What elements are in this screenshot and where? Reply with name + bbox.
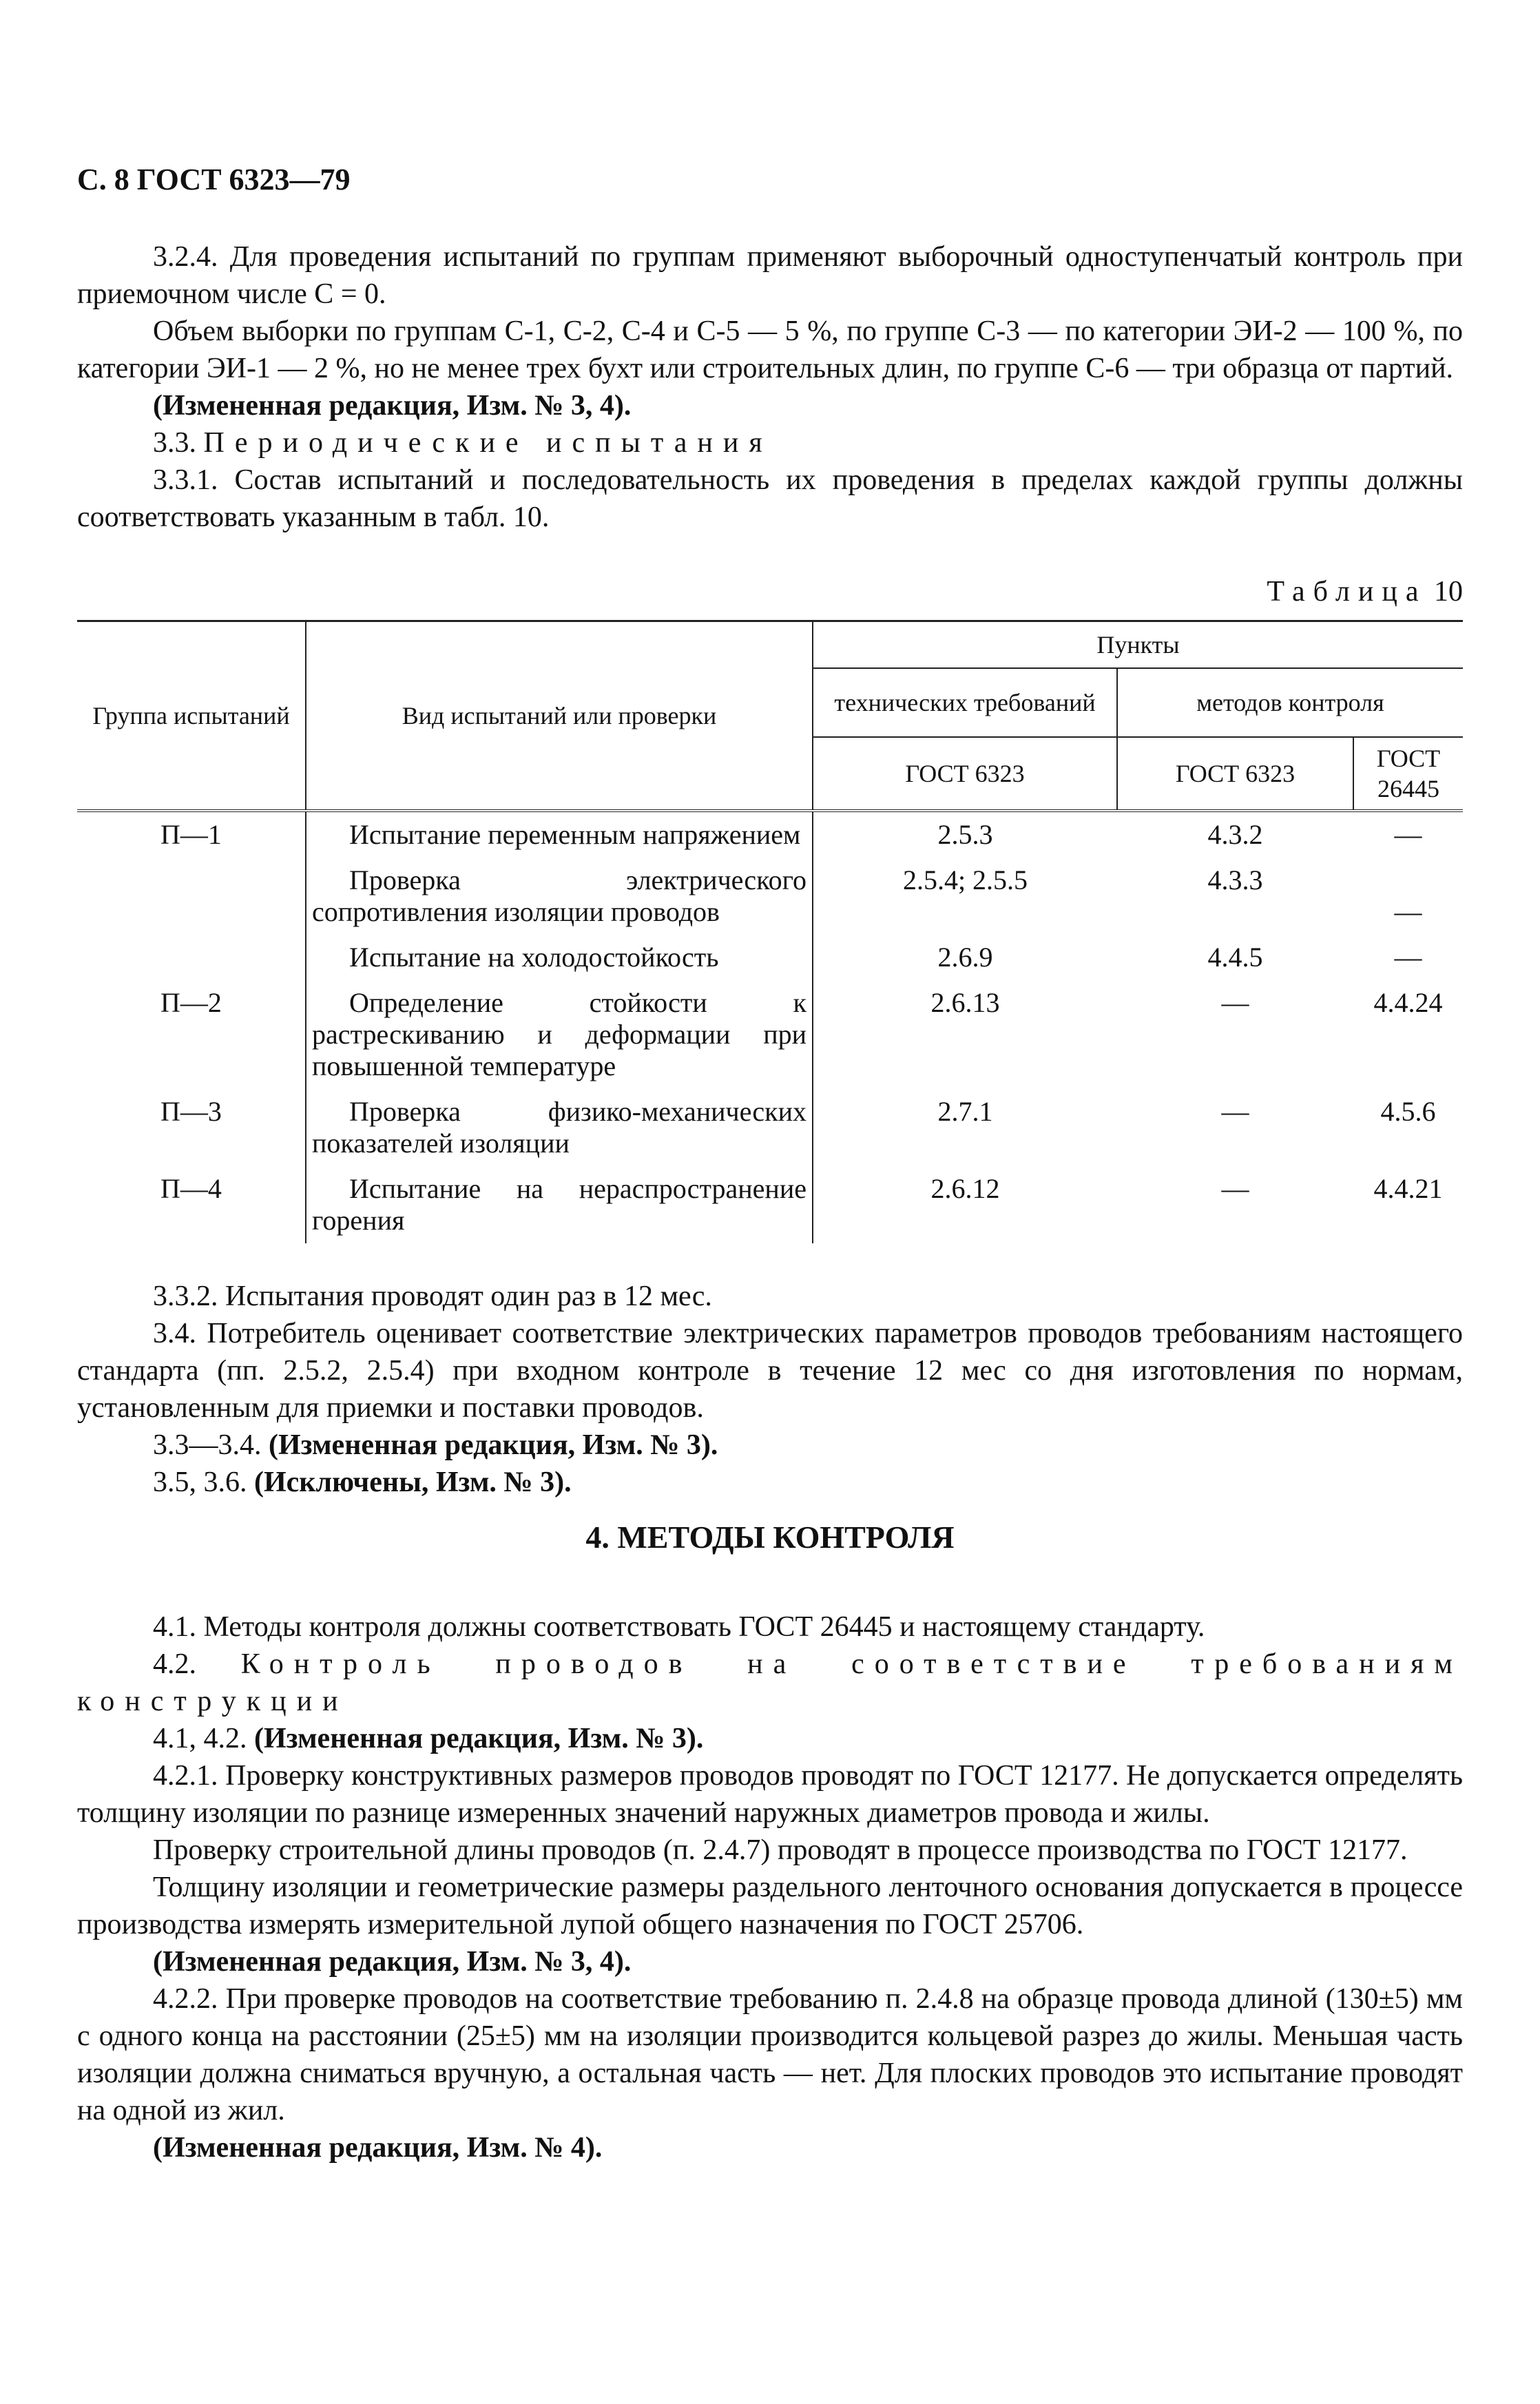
section-4-heading: 4. МЕТОДЫ КОНТРОЛЯ: [585, 1520, 955, 1555]
table-row: [77, 858, 1463, 935]
cell-tech: 2.5.3: [937, 818, 993, 850]
cell-method-gost-6323: 4.3.3: [1207, 864, 1263, 895]
paragraph-4-2: [77, 1646, 1463, 1720]
paragraph-3-4: 3.4. Потребитель оценивает соответствие электрических параметров проводов требованиям настоящего стандарта (пп. 2.5.2, 2.5.4) при входном контроле в течение 12 мес со дня изготовления по нормам, установленным для приемки и поставки проводов.: [77, 1318, 1463, 1424]
cell-kind: Испытание на холодостойкость: [306, 935, 813, 980]
cell-kind: Испытание на нераспространение горения: [306, 1166, 813, 1243]
cell-tech: 2.6.13: [930, 986, 1000, 1018]
paragraph-sample-size: Объем выборки по группам С-1, С-2, С-4 и С-5 — 5 %, по группе С-3 — по категории ЭИ-2 — 100 %, по категории ЭИ-1 — 2 %, но не менее трех бухт или строительных длин, по группе С-6 — три образца от партий.: [77, 315, 1463, 384]
paragraph-3-5-3-6: [77, 1464, 1463, 1501]
paragraph-3-3-3-4: [77, 1427, 1463, 1464]
paragraph-3-3-1: 3.3.1. Состав испытаний и последовательность их проведения в пределах каждой группы должны соответствовать указанным в табл. 10.: [77, 464, 1463, 533]
table-caption: [1267, 573, 1463, 610]
paragraph-number: 4.1, 4.2.: [153, 1723, 247, 1754]
column-header-gost-6323-tech: ГОСТ 6323: [813, 737, 1117, 811]
paragraph-3-2-4: 3.2.4. Для проведения испытаний по группам применяют выборочный одноступенчатый контроль при приемочном числе С = 0.: [77, 241, 1463, 310]
table-row: [77, 935, 1463, 980]
column-header-group: Группа испытаний: [77, 621, 306, 811]
paragraph-number: 4.2.: [153, 1648, 196, 1680]
cell-kind: Определение стойкости к растрескиванию и деформации при повышенной температуре: [306, 980, 813, 1089]
cell-method-gost-26445: —: [1394, 941, 1422, 973]
revision-note: (Измененная редакция, Изм. № 3, 4).: [153, 1946, 632, 1978]
cell-group: П—1: [160, 818, 222, 850]
table-caption-number: 10: [1434, 576, 1463, 608]
section-3-3-2: [77, 1278, 1463, 1501]
column-header-points: Пункты: [813, 621, 1463, 668]
paragraph-4-1-4-2: [77, 1720, 1463, 1757]
cell-tech: 2.7.1: [937, 1095, 993, 1127]
section-4: [77, 1608, 1463, 2166]
column-header-gost-26445: ГОСТ 26445: [1353, 737, 1463, 811]
paragraph-number: 3.3—3.4.: [153, 1429, 262, 1461]
paragraph-4-2-2: 4.2.2. При проверке проводов на соответствие требованию п. 2.4.8 на образце провода длиной (130±5) мм с одного конца на расстоянии (25±5) мм на изоляции производится кольцевой разрез до жилы. Меньшая часть изоляции должна сниматься вручную, а остальная часть — нет. Для плоских проводов это испытание проводят на одной из жил.: [77, 1983, 1463, 2126]
cell-method-gost-26445: 4.4.21: [1373, 1172, 1443, 1204]
cell-method-gost-6323: 4.4.5: [1207, 941, 1263, 973]
cell-method-gost-26445: —: [1394, 818, 1422, 850]
paragraph-4-2-1: 4.2.1. Проверку конструктивных размеров проводов проводят по ГОСТ 12177. Не допускается определять толщину изоляции по разнице измеренных значений наружных диаметров провода и жилы.: [77, 1760, 1463, 1829]
paragraph-number: 3.5, 3.6.: [153, 1467, 247, 1498]
revision-note: (Измененная редакция, Изм. № 3).: [254, 1723, 704, 1754]
column-header-tech: технических требований: [813, 668, 1117, 737]
table-body: [77, 811, 1463, 1243]
table-row: [77, 811, 1463, 858]
cell-method-gost-6323: —: [1221, 1095, 1249, 1127]
cell-method-gost-26445: 4.4.24: [1373, 986, 1443, 1018]
cell-method-gost-6323: —: [1221, 986, 1249, 1018]
column-header-methods: методов контроля: [1117, 668, 1463, 737]
cell-tech: 2.6.12: [930, 1172, 1000, 1204]
cell-group: П—3: [160, 1095, 222, 1127]
revision-note: (Измененная редакция, Изм. № 4).: [153, 2132, 603, 2164]
cell-group: П—2: [160, 986, 222, 1018]
page-header: С. 8 ГОСТ 6323—79: [77, 163, 351, 196]
cell-method-gost-26445: 4.5.6: [1380, 1095, 1436, 1127]
section-3-2-4: [77, 238, 1463, 536]
paragraph-3-3: [77, 424, 1463, 462]
table-header: [77, 621, 1463, 811]
paragraph-thickness: Толщину изоляции и геометрические размеры раздельного ленточного основания допускается в процессе производства измерять измерительной лупой общего назначения по ГОСТ 25706.: [77, 1872, 1463, 1940]
cell-tech: 2.5.4; 2.5.5: [902, 864, 1028, 895]
exclusion-note: (Исключены, Изм. № 3).: [254, 1467, 572, 1498]
cell-group: [77, 858, 306, 935]
cell-kind: Проверка электрического сопротивления изоляции проводов: [306, 858, 813, 935]
column-header-gost-6323-method: ГОСТ 6323: [1117, 737, 1353, 811]
paragraph-length-check: Проверку строительной длины проводов (п. 2.4.7) проводят в процессе производства по ГОСТ 12177.: [153, 1834, 1408, 1866]
table-10: [77, 620, 1463, 1243]
table-row: [77, 980, 1463, 1089]
table-caption-word: Таблица: [1267, 576, 1427, 608]
column-header-kind: Вид испытаний или проверки: [306, 621, 813, 811]
section-title-periodic-tests: Периодические испытания: [203, 427, 773, 459]
cell-group: П—4: [160, 1172, 222, 1204]
paragraph-number: 3.3.: [153, 427, 196, 459]
cell-kind: Проверка физико-механических показателей изоляции: [306, 1089, 813, 1166]
cell-method-gost-26445: —: [1394, 895, 1422, 927]
paragraph-3-3-2: 3.3.2. Испытания проводят один раз в 12 мес.: [153, 1281, 712, 1312]
cell-tech: 2.6.9: [937, 941, 993, 973]
cell-method-gost-6323: —: [1221, 1172, 1249, 1204]
table-row: [77, 1166, 1463, 1243]
paragraph-4-1: 4.1. Методы контроля должны соответствовать ГОСТ 26445 и настоящему стандарту.: [153, 1611, 1205, 1643]
cell-kind: Испытание переменным напряжением: [306, 811, 813, 858]
cell-method-gost-6323: 4.3.2: [1207, 818, 1263, 850]
revision-note: (Измененная редакция, Изм. № 3).: [269, 1429, 718, 1461]
revision-note: (Измененная редакция, Изм. № 3, 4).: [153, 390, 632, 422]
table-row: [77, 1089, 1463, 1166]
section-title-construction: Контроль проводов на соответствие требованиям конструкции: [77, 1648, 1463, 1717]
cell-group: [77, 935, 306, 980]
